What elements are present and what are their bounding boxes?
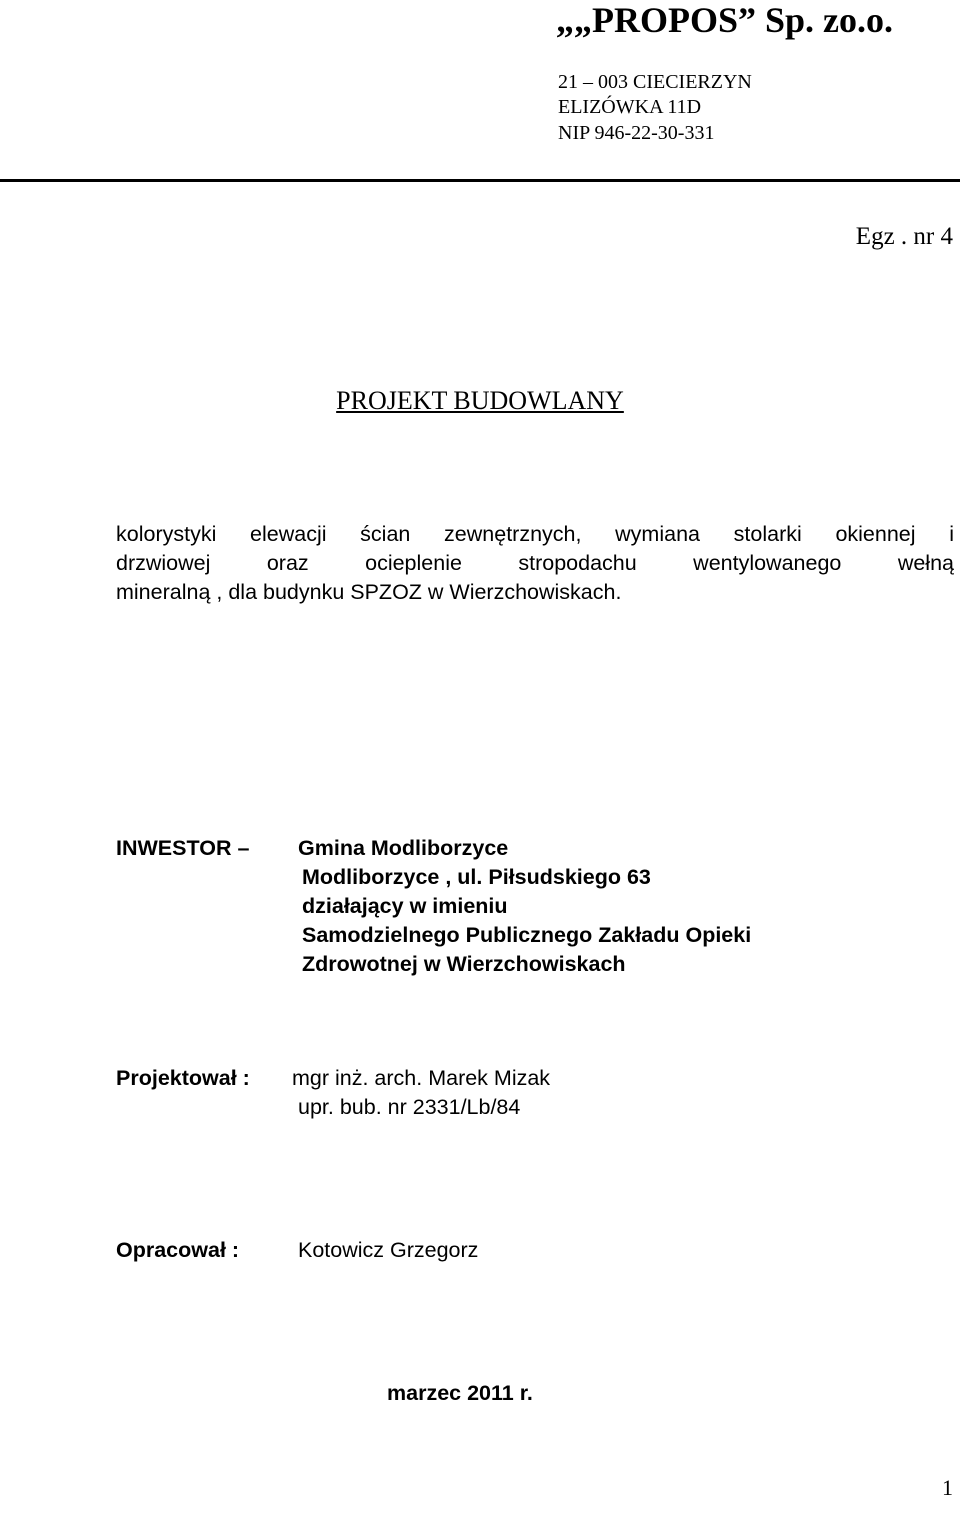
designer-name: mgr inż. arch. Marek Mizak <box>292 1066 551 1090</box>
designer-license: upr. bub. nr 2331/Lb/84 <box>298 1095 521 1119</box>
document-date: marzec 2011 r. <box>387 1381 533 1405</box>
document-title: PROJEKT BUDOWLANY <box>336 386 624 415</box>
prepared-by-name: Kotowicz Grzegorz <box>298 1238 479 1262</box>
investor-line: działający w imieniu <box>302 894 508 918</box>
investor-line: Zdrowotnej w Wierzchowiskach <box>302 952 626 976</box>
company-name: „„PROPOS” Sp. zo.o. <box>556 0 894 40</box>
investor-label: INWESTOR – <box>116 836 250 860</box>
investor-line: Samodzielnego Publicznego Zakładu Opieki <box>302 923 752 947</box>
investor-line: Gmina Modliborzyce <box>298 836 509 860</box>
description-line: mineralną , dla budynku SPZOZ w Wierzchowiskach. <box>116 580 622 604</box>
company-address-line1: 21 – 003 CIECIERZYN <box>558 71 752 93</box>
description-line: drzwiowej oraz ocieplenie stropodachu wentylowanego wełną <box>116 551 954 575</box>
prepared-by-label: Opracował : <box>116 1238 240 1262</box>
designer-label: Projektował : <box>116 1066 250 1090</box>
investor-line: Modliborzyce , ul. Piłsudskiego 63 <box>302 865 651 889</box>
company-address-line2: ELIZÓWKA 11D <box>558 96 702 118</box>
company-nip: NIP 946-22-30-331 <box>558 122 715 144</box>
project-description <box>116 520 954 607</box>
page-number: 1 <box>942 1475 953 1500</box>
description-line: kolorystyki elewacji ścian zewnętrznych, wymiana stolarki okiennej i <box>116 522 954 546</box>
header-divider <box>0 179 960 182</box>
copy-number: Egz . nr 4 <box>855 223 953 250</box>
